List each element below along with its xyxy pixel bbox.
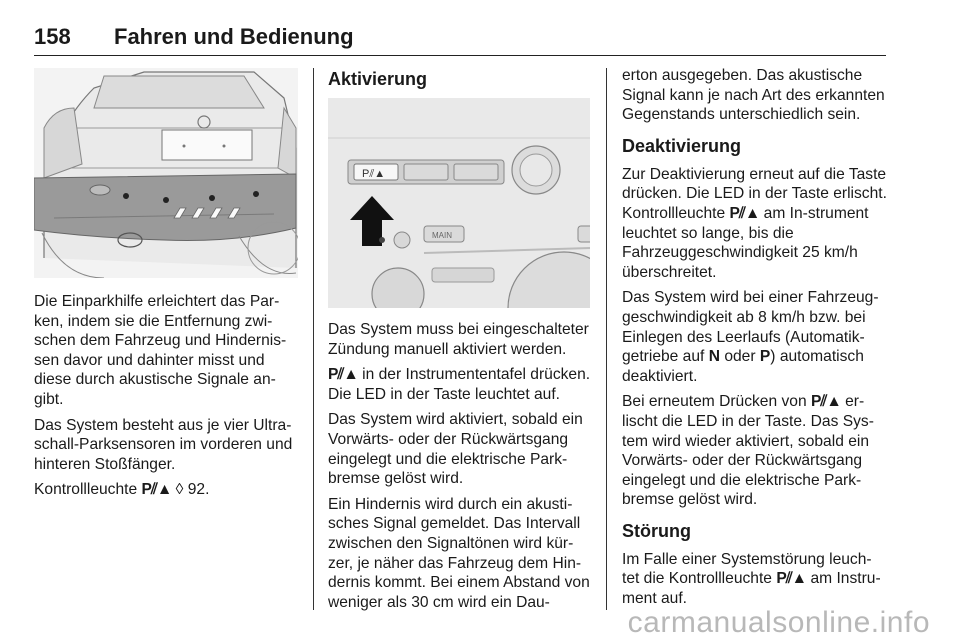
park-pilot-icon: P⫽▲ <box>776 570 807 588</box>
park-pilot-button-label: P⫽▲ <box>362 168 386 180</box>
column-1-text <box>34 292 298 506</box>
car-rear-bumper-illustration <box>34 68 298 278</box>
signal-paragraph: erton ausgegeben. Das akustische Signal kann je nach Art des erkannten Gegenstands unterschiedlich sein. <box>622 67 885 124</box>
activation-paragraph-1: Das System muss bei eingeschalteter Zündung manuell aktiviert werden. <box>328 321 589 358</box>
deactivation-paragraph-2-prefix: Das System wird bei einer Fahrzeug-geschwindigkeit ab 8 km/h bzw. bei Einlegen des Leerlaufs (Automatik-getriebe auf <box>622 289 879 366</box>
instrument-panel-illustration <box>328 98 590 308</box>
fault-paragraph <box>622 550 888 609</box>
deactivation-paragraph-3-prefix: Bei erneutem Drücken von <box>622 393 807 411</box>
deactivation-paragraph-2-mid: oder <box>724 348 756 366</box>
section-heading-fault: Störung <box>622 520 691 541</box>
page-reference-arrow-icon: ◊ <box>175 481 184 499</box>
deactivation-paragraph-3-suffix: er-lischt die LED in der Taste. Das Sys-tem wird wieder aktiviert, sobald ein Vorwärts- oder der Rückwärtsgang eingelegt und die elektrische Park-bremse gelöst wird. <box>622 393 874 509</box>
control-light-label: Kontrollleuchte <box>34 481 138 499</box>
activation-paragraph-4: Ein Hindernis wird durch ein akusti-sches Signal gemeldet. Das Intervall zwischen den Signaltönen wird kür-zer, je näher das Fahrzeug dem Hin-dernis kommt. Bei einem Abstand von weniger als 30 cm wird ein Dau- <box>328 495 590 611</box>
console-drawing <box>328 98 590 308</box>
activation-paragraph-2-text: in der Instrumententafel drücken. Die LED in der Taste leuchtet auf. <box>328 366 591 403</box>
section-heading-activation: Aktivierung <box>328 69 428 89</box>
park-pilot-off-icon: P⫽▲ <box>810 393 841 411</box>
watermark: carmanualsonline.info <box>627 606 930 639</box>
column-2-heading-block <box>328 66 592 98</box>
park-pilot-icon: P⫽▲ <box>729 204 760 222</box>
deactivation-paragraph-3 <box>622 392 888 510</box>
gear-p-label: P <box>759 348 771 366</box>
main-button-label: MAIN <box>432 231 452 240</box>
deactivation-paragraph-1 <box>622 165 888 283</box>
deactivation-paragraph-2-suffix: ) automatisch deaktiviert. <box>622 348 864 385</box>
deactivation-paragraph-1-suffix: am In-strument leuchtet so lange, bis die Fahrzeuggeschwindigkeit 25 km/h überschreitet. <box>622 204 869 281</box>
park-pilot-icon: P⫽▲ <box>141 481 172 499</box>
page-reference-link[interactable]: 92. <box>187 481 210 499</box>
intro-paragraph: Die Einparkhilfe erleichtert das Par-ken, indem sie die Entfernung zwi-schen dem Fahrzeug und Hindernis-sen davor und dahinter misst und diese durch akustische Signale an-gibt. <box>34 293 287 408</box>
section-heading-deactivation: Deaktivierung <box>622 135 742 156</box>
deactivation-paragraph-1-prefix: Zur Deaktivierung erneut auf die Taste drücken. Die LED in der Taste erlischt. Kontrollleuchte <box>622 165 887 222</box>
page-number: 158 <box>34 24 71 49</box>
page-header <box>34 22 886 56</box>
gear-n-label: N <box>708 348 720 366</box>
control-light-reference <box>34 480 298 500</box>
column-divider-1 <box>313 68 314 610</box>
fault-paragraph-suffix: am Instru-ment auf. <box>622 570 881 608</box>
column-3-text <box>622 66 888 615</box>
deactivation-paragraph-2 <box>622 288 888 386</box>
park-pilot-icon: P⫽▲ <box>328 366 358 384</box>
car-rear-drawing <box>34 68 298 278</box>
column-2-text <box>328 320 592 618</box>
chapter-title: Fahren und Bedienung <box>114 24 354 49</box>
sensors-paragraph: Das System besteht aus je vier Ultra-schall-Parksensoren im vorderen und hinteren Stoßfänger. <box>34 416 293 473</box>
fault-paragraph-prefix: Im Falle einer Systemstörung leuch-tet die Kontrollleuchte <box>622 550 872 588</box>
activation-paragraph-3: Das System wird aktiviert, sobald ein Vorwärts- oder der Rückwärtsgang eingelegt und die elektrische Park-bremse gelöst wird. <box>328 411 583 488</box>
activation-paragraph-2 <box>328 365 592 404</box>
column-divider-2 <box>606 68 607 610</box>
